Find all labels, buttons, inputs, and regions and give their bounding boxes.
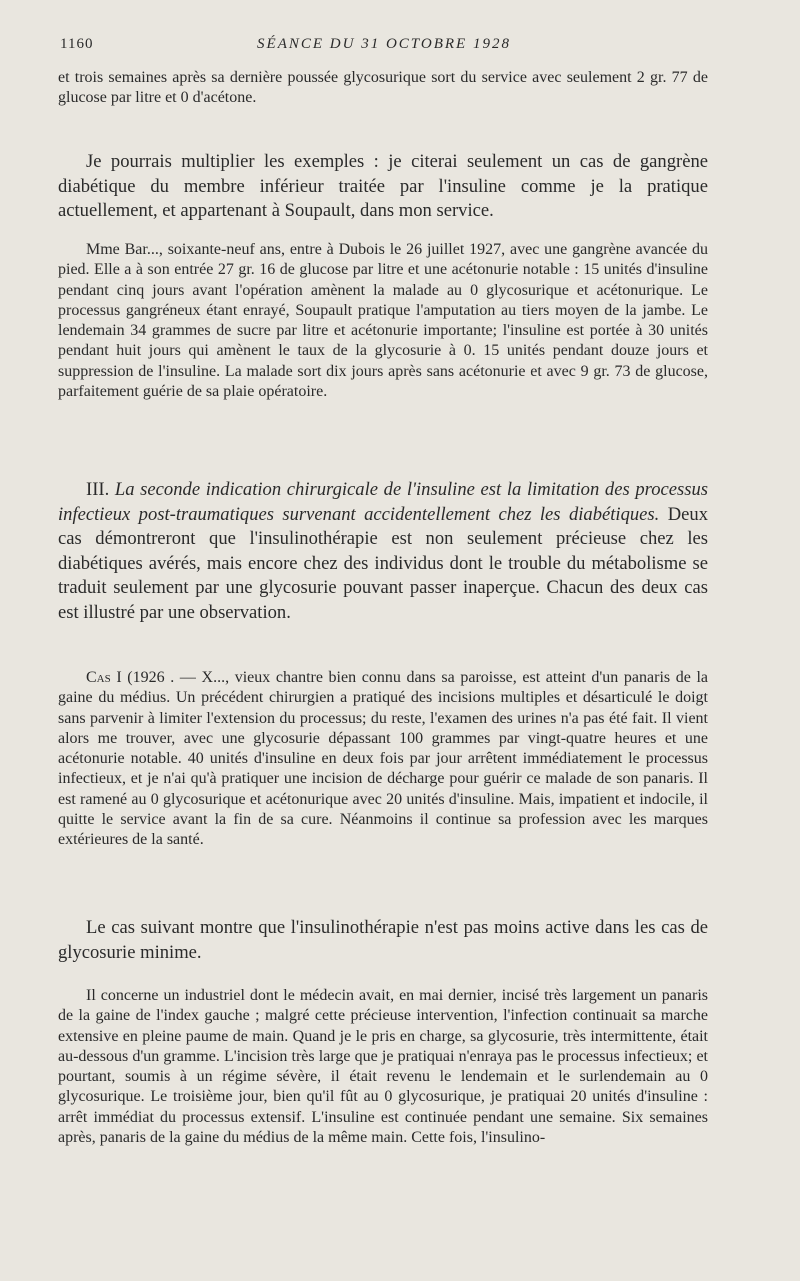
- paragraph-examples: Je pourrais multiplier les exemples : je citerai seulement un cas de gangrène diabétique du membre inférieur traitée par l'insuline comme je la pratique actuellement, et appartenant à Soupault, dans mon service.: [58, 151, 708, 221]
- case-industrialist: Il concerne un industriel dont le médecin avait, en mai dernier, incisé très largement un panaris de la gaine de l'index gauche ; malgré cette précieuse intervention, l'infection continuait sa marche extensive en pleine paume de main. Quand je le pris en charge, sa glycosurie, très intermittente, était au-dessous d'un gramme. L'incision très large que je pratiquai n'enraya pas le processus infectieux; et pourtant, soumis à un régime sévère, il était revenu le lendemain et le surlendemain au 0 glycosurique. Le troisième jour, bien qu'il fût au 0 glycosurique, je pratiquai 20 unités d'insuline : arrêt immédiat du processus extensif. L'insuline est continuée pendant une semaine. Six semaines après, panaris de la gaine du médius de la même main. Cette fois, l'insulino-: [58, 987, 708, 1147]
- page-number: 1160: [60, 36, 94, 52]
- paragraph-continuation: et trois semaines après sa dernière poussée glycosurique sort du service avec seulement 2 gr. 77 de glucose par litre et 0 d'acétone.: [58, 69, 708, 107]
- paragraph-next-case: Le cas suivant montre que l'insulinothérapie n'est pas moins active dans les cas de glycosurie minime.: [58, 917, 708, 963]
- paragraph-second-indication: [58, 478, 708, 625]
- running-title: SÉANCE DU 31 OCTOBRE 1928: [257, 36, 511, 52]
- indication-text: Deux cas démontreront que l'insulinothérapie est non seulement précieuse chez les diabétiques avérés, mais encore chez des individus dont le trouble du métabolisme se traduit seulement par une glycosurie pouvant passer inaperçue. Chacun des deux cas est illustré par une observation.: [58, 503, 708, 623]
- case-mme-bar: Mme Bar..., soixante-neuf ans, entre à Dubois le 26 juillet 1927, avec une gangrène avancée du pied. Elle a à son entrée 27 gr. 16 de glucose par litre et une acétonurie notable : 15 unités d'insuline pendant cinq jours avant l'opération amènent la malade au 0 glycosurique et acétonurique. Le processus gangréneux étant enrayé, Soupault pratique l'amputation au tiers moyen de la jambe. Le lendemain 34 grammes de sucre par litre et acétonurie importante; l'insuline est portée à 30 unités pendant huit jours qui amènent le taux de la glycosurie à 0. 15 unités pendant douze jours et suppression de l'insuline. La malade sort dix jours après sans acétonurie et avec 9 gr. 73 de glucose, parfaitement guérie de sa plaie opératoire.: [58, 241, 708, 401]
- case-one-observation: [58, 668, 708, 851]
- indication-heading: La seconde indication chirurgicale de l'insuline est la limitation des processus infectieux post-traumatiques survenant accidentellement chez les diabétiques.: [58, 479, 709, 525]
- running-header: [60, 36, 708, 58]
- case-label: Cas I (1926 . —: [86, 669, 202, 686]
- case-text: X..., vieux chantre bien connu dans sa paroisse, est atteint d'un panaris de la gaine du médius. Un précédent chirurgien a pratiqué des incisions multiples et désarticulé le doigt sans parvenir à limiter l'extension du processus; du reste, l'examen des urines n'a pas été fait. Il vient alors me trouver, avec une glycosurie dépassant 100 grammes par vingt-quatre heures et une acétonurie notable. 40 unités d'insuline en deux fois par jour arrêtent immédiatement le processus infectieux, et je n'ai qu'à pratiquer une incision de décharge pour guérir ce malade de son panaris. Il est ramené au 0 glycosurique et acétonurique avec 20 unités d'insuline. Mais, impatient et indocile, il quitte le service avant la fin de sa cure. Néanmoins il continue sa profession avec les marques extérieures de la santé.: [58, 669, 709, 849]
- section-number: III.: [86, 479, 115, 500]
